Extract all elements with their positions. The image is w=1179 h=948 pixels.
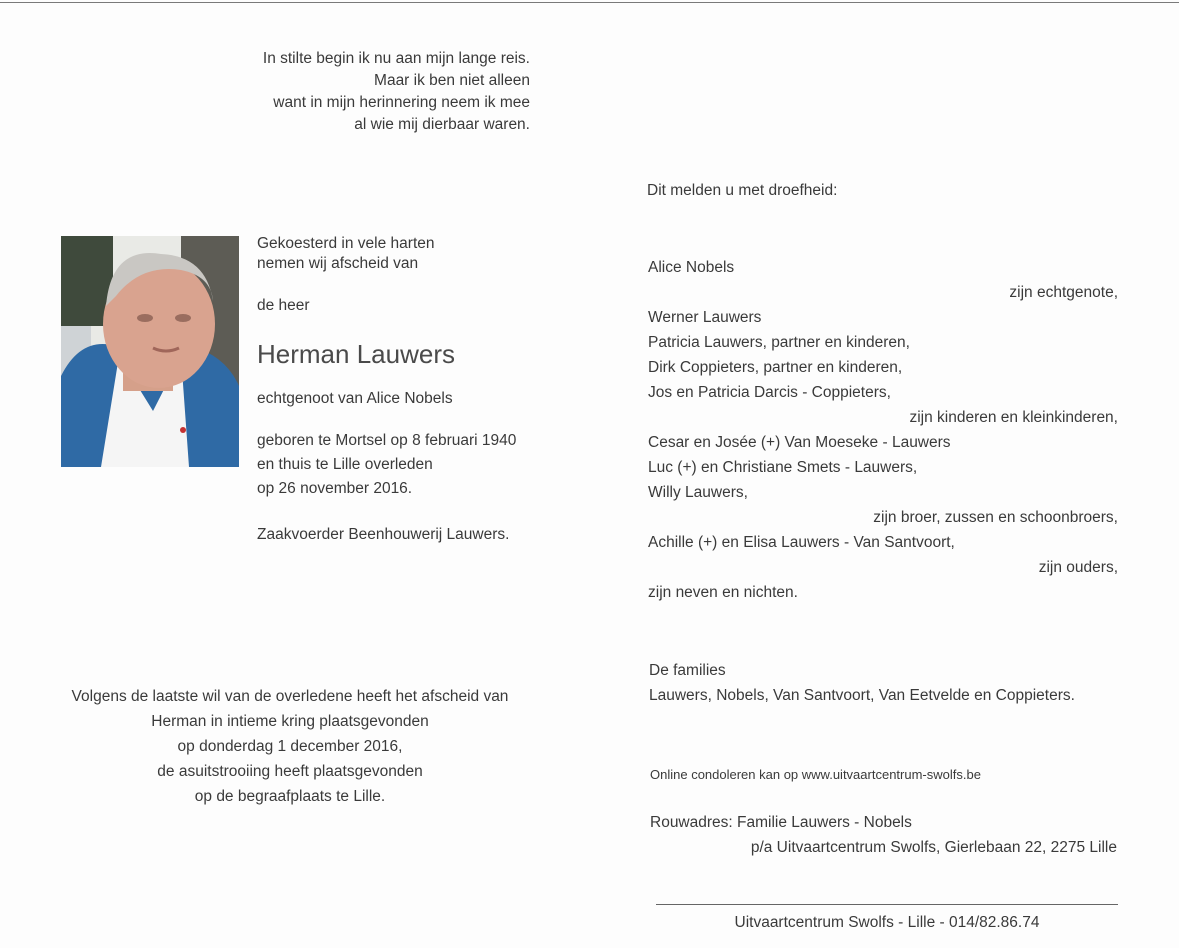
family-member: Patricia Lauwers, partner en kinderen, (648, 334, 910, 351)
deceased-name: Herman Lauwers (257, 339, 455, 369)
announcement-heading: Dit melden u met droefheid: (647, 182, 838, 199)
ceremony-line: op de begraafplaats te Lille. (194, 788, 386, 805)
intro-line: nemen wij afscheid van (257, 255, 419, 272)
footer-rule (656, 904, 1118, 905)
online-condolence: Online condoleren kan op www.uitvaartcentrum-swolfs.be (650, 767, 981, 782)
mourning-address-line2: p/a Uitvaartcentrum Swolfs, Gierlebaan 22, 2275 Lille (750, 839, 1117, 856)
family-member: Luc (+) en Christiane Smets - Lauwers, (648, 459, 918, 476)
relation-label: zijn ouders, (1038, 559, 1118, 576)
occupation: Zaakvoerder Beenhouwerij Lauwers. (257, 526, 510, 543)
relation-label: zijn echtgenote, (1009, 284, 1118, 301)
family-member: Cesar en Josée (+) Van Moeseke - Lauwers (648, 434, 951, 451)
life-line: op 26 november 2016. (257, 480, 413, 497)
relation-label: zijn kinderen en kleinkinderen, (909, 409, 1118, 426)
life-line: en thuis te Lille overleden (257, 456, 433, 473)
relation-label: zijn broer, zussen en schoonbroers, (873, 509, 1118, 526)
ceremony-line: Herman in intieme kring plaatsgevonden (151, 713, 429, 730)
ceremony-line: op donderdag 1 december 2016, (177, 738, 403, 755)
mourning-address: Rouwadres: Familie Lauwers - Nobels (650, 814, 912, 831)
portrait-photo (61, 236, 239, 467)
life-dates (257, 429, 557, 501)
families-names: Lauwers, Nobels, Van Santvoort, Van Eetvelde en Coppieters. (649, 687, 1075, 704)
families-block (649, 658, 1119, 708)
ceremony-text (40, 684, 540, 809)
family-member: Dirk Coppieters, partner en kinderen, (648, 359, 903, 376)
family-list (648, 255, 1118, 605)
poem-line: Maar ik ben niet alleen (374, 72, 530, 89)
family-member: Jos en Patricia Darcis - Coppieters, (648, 384, 891, 401)
ceremony-line: de asuitstrooiing heeft plaatsgevonden (157, 763, 423, 780)
family-member: Achille (+) en Elisa Lauwers - Van Santvoort, (648, 534, 955, 551)
families-heading: De families (649, 662, 726, 679)
family-member: Werner Lauwers (648, 309, 762, 326)
ceremony-line: Volgens de laatste wil van de overledene heeft het afscheid van (71, 688, 509, 705)
honorific: de heer (257, 297, 310, 314)
top-rule (0, 2, 1179, 3)
poem-line: want in mijn herinnering neem ik mee (273, 94, 530, 111)
poem-line: In stilte begin ik nu aan mijn lange reis. (262, 50, 530, 67)
poem-line: al wie mij dierbaar waren. (354, 116, 530, 133)
life-line: geboren te Mortsel op 8 februari 1940 (257, 432, 517, 449)
funeral-home-footer: Uitvaartcentrum Swolfs - Lille - 014/82.86.74 (734, 914, 1040, 931)
family-member: Willy Lauwers, (648, 484, 748, 501)
intro-text (257, 234, 497, 274)
spouse-line: echtgenoot van Alice Nobels (257, 390, 453, 407)
family-member: zijn neven en nichten. (648, 584, 798, 601)
intro-line: Gekoesterd in vele harten (257, 235, 435, 252)
poem (200, 48, 530, 136)
family-member: Alice Nobels (648, 259, 735, 276)
